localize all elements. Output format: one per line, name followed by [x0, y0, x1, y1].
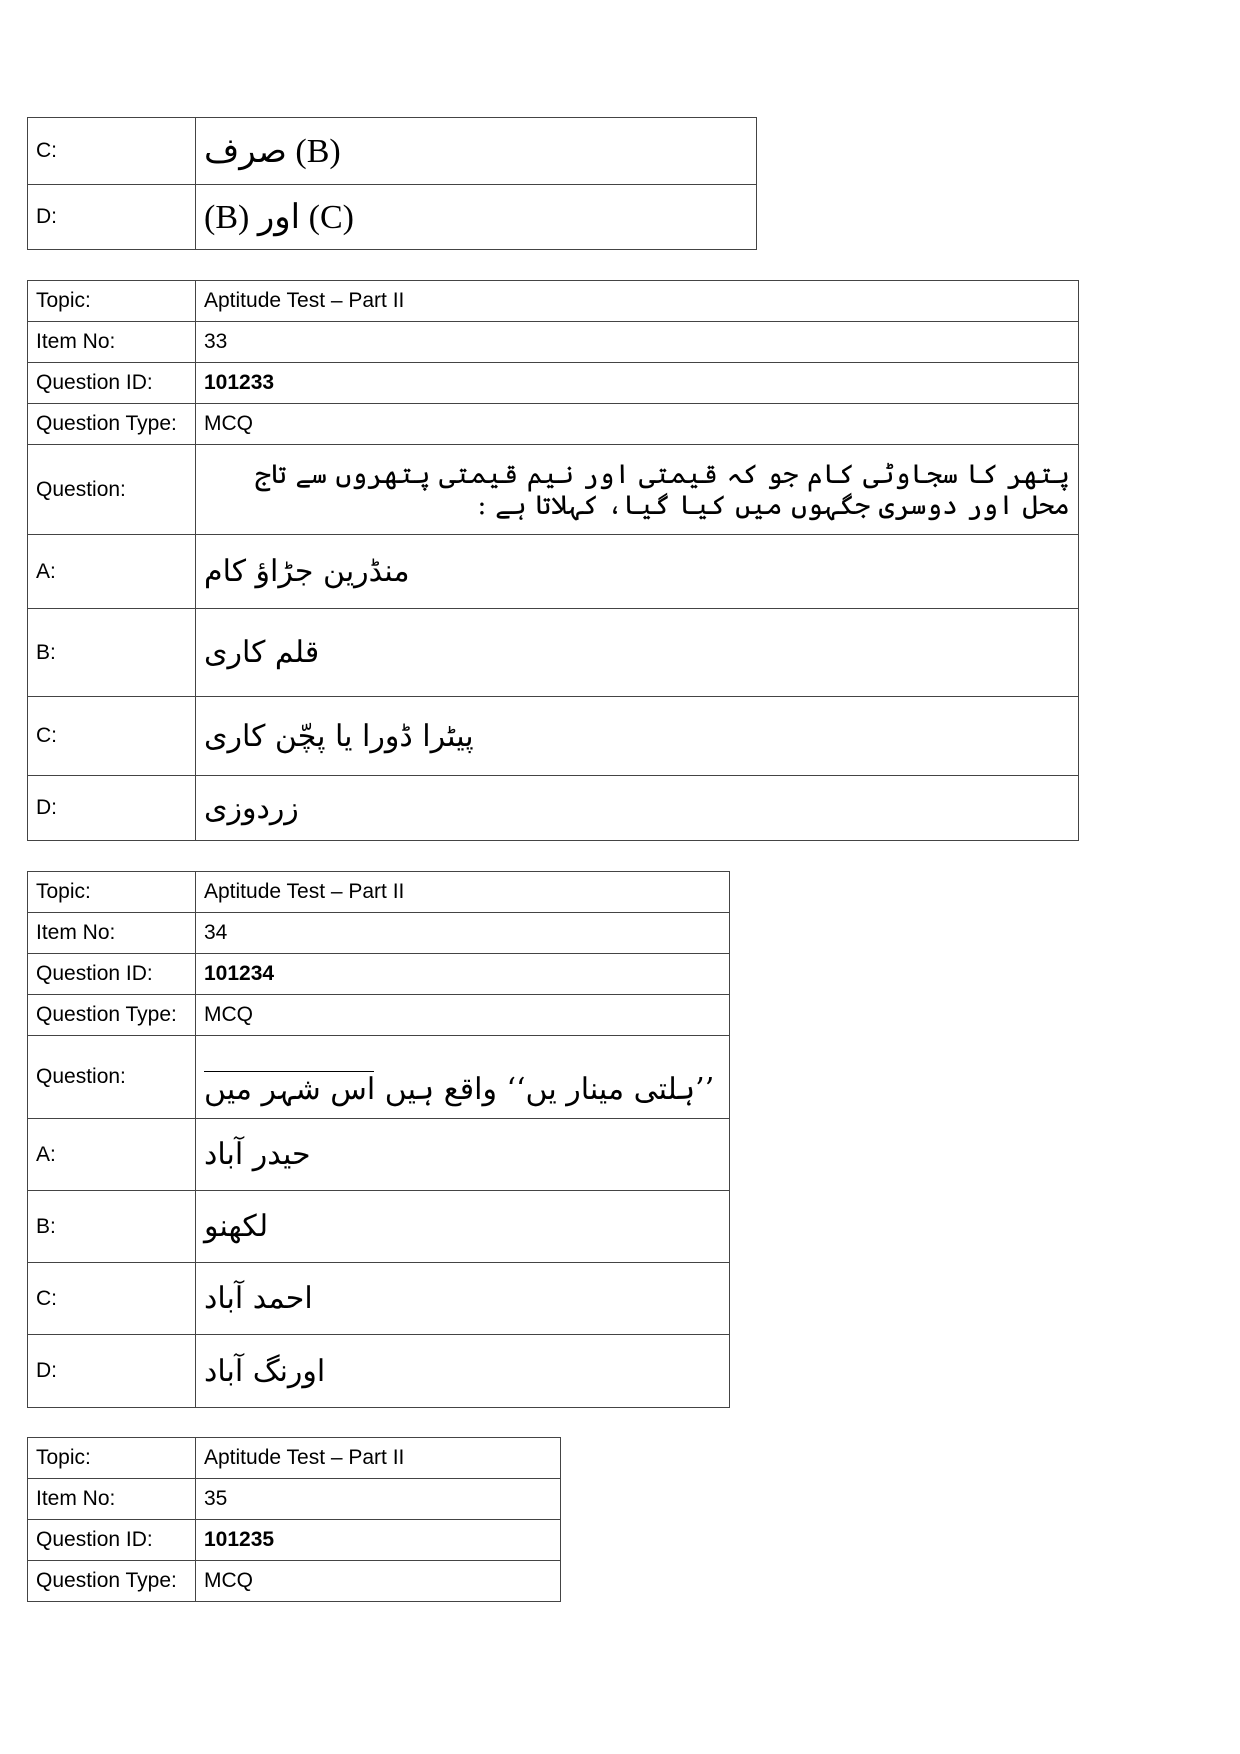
topic-value: Aptitude Test – Part II [196, 1438, 561, 1479]
option-label: C: [28, 1263, 196, 1335]
option-text: (B) صرف [196, 118, 757, 185]
question-table-35 [27, 1437, 561, 1602]
option-label: A: [28, 535, 196, 609]
question-id-label: Question ID: [28, 954, 196, 995]
item-no-value: 33 [196, 322, 1079, 363]
option-label: B: [28, 1191, 196, 1263]
item-no-label: Item No: [28, 322, 196, 363]
question-type-value: MCQ [196, 1561, 561, 1602]
question-type-value: MCQ [196, 404, 1079, 445]
topic-label: Topic: [28, 1438, 196, 1479]
item-no-value: 35 [196, 1479, 561, 1520]
option-label: D: [28, 776, 196, 841]
option-label: D: [28, 185, 196, 250]
question-label: Question: [28, 445, 196, 535]
option-label: B: [28, 609, 196, 697]
question-table-34 [27, 871, 730, 1408]
option-text: حیدر آباد [196, 1119, 730, 1191]
option-text: منڈرین جڑاؤ کام [196, 535, 1079, 609]
question-text: پتھر کا سجاوٹی کام جو کہ قیمتی اور نیم قیمتی پتھروں سے تاج محل اور دوسری جگہوں میں کیا گیا، کہلاتا ہے : [196, 445, 1079, 535]
topic-label: Topic: [28, 872, 196, 913]
option-label: A: [28, 1119, 196, 1191]
topic-label: Topic: [28, 281, 196, 322]
option-label: C: [28, 118, 196, 185]
option-text: قلم کاری [196, 609, 1079, 697]
question-id-value: 101233 [196, 363, 1079, 404]
option-text: (C) اور (B) [196, 185, 757, 250]
option-text: زردوزی [196, 776, 1079, 841]
item-no-label: Item No: [28, 913, 196, 954]
question-type-value: MCQ [196, 995, 730, 1036]
option-label: D: [28, 1335, 196, 1408]
question-id-value: 101235 [196, 1520, 561, 1561]
prev-question-options-table [27, 117, 757, 250]
item-no-value: 34 [196, 913, 730, 954]
option-label: C: [28, 697, 196, 776]
option-text: لکھنو [196, 1191, 730, 1263]
topic-value: Aptitude Test – Part II [196, 872, 730, 913]
question-id-label: Question ID: [28, 363, 196, 404]
question-label: Question: [28, 1036, 196, 1119]
question-type-label: Question Type: [28, 404, 196, 445]
question-id-label: Question ID: [28, 1520, 196, 1561]
question-text: ’’ہلتی مینار یں‘‘ واقع ہیں اس شہر میں [204, 1071, 715, 1107]
question-table-33 [27, 280, 1079, 841]
question-cell [196, 1036, 730, 1119]
item-no-label: Item No: [28, 1479, 196, 1520]
option-text: پیٹرا ڈورا یا پچّن کاری [196, 697, 1079, 776]
question-id-value: 101234 [196, 954, 730, 995]
option-text: احمد آباد [196, 1263, 730, 1335]
question-type-label: Question Type: [28, 995, 196, 1036]
option-text: اورنگ آباد [196, 1335, 730, 1408]
topic-value: Aptitude Test – Part II [196, 281, 1079, 322]
question-type-label: Question Type: [28, 1561, 196, 1602]
